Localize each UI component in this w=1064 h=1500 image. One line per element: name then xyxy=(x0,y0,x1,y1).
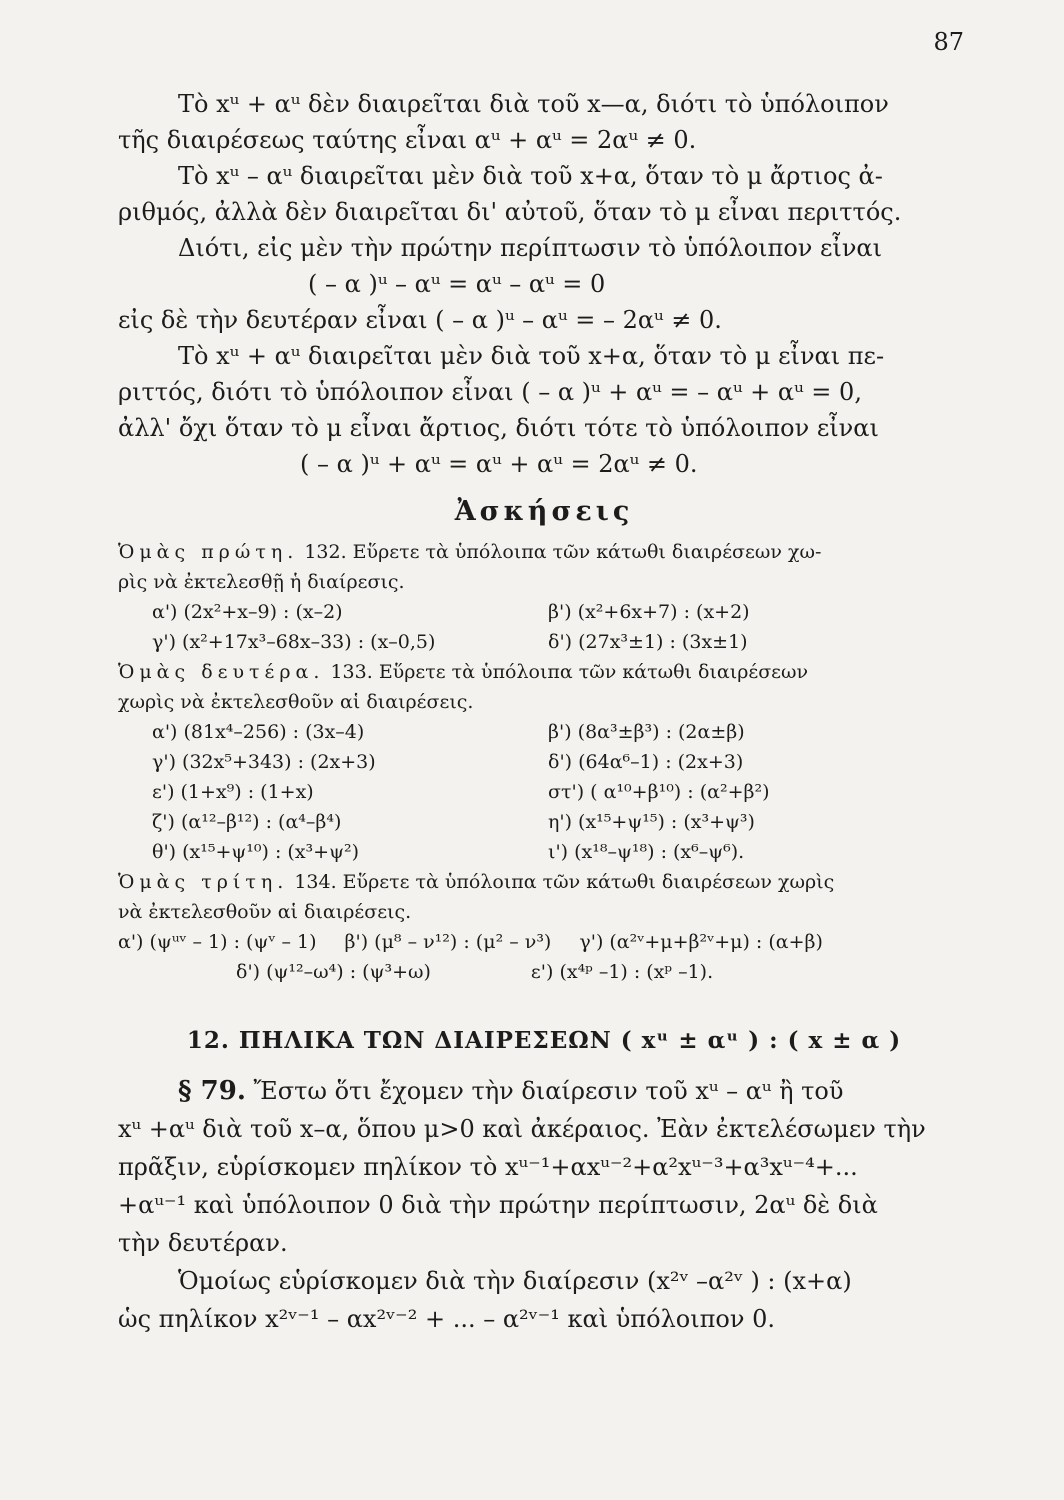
exercises-heading: Ἀσκήσεις xyxy=(454,496,634,527)
paragraph-line: τῆς διαιρέσεως ταύτης εἶναι αᵘ + αᵘ = 2αᵘ ≠ 0. xyxy=(118,126,697,154)
exercise-item: ε') (1+x⁹) : (1+x) xyxy=(152,781,314,803)
intro-text xyxy=(118,86,970,482)
exercise-item: α') (2x²+x–9) : (x–2) xyxy=(152,601,343,623)
exercise-item: β') (x²+6x+7) : (x+2) xyxy=(548,601,750,623)
exercise-item: δ') (64α⁶–1) : (2x+3) xyxy=(548,751,744,773)
paragraph-line: ριττός, διότι τὸ ὑπόλοιπον εἶναι ( – α )ᵘ + αᵘ = – αᵘ + αᵘ = 0, xyxy=(118,378,862,406)
exercise-item: ι') (x¹⁸–ψ¹⁸) : (x⁶–ψ⁶). xyxy=(548,841,745,863)
equation-line: ( – α )ᵘ – αᵘ = αᵘ – αᵘ = 0 xyxy=(308,270,606,298)
paragraph-line: Τὸ xᵘ + αᵘ διαιρεῖται μὲν διὰ τοῦ x+α, ὅταν τὸ μ εἶναι πε- xyxy=(178,342,885,370)
paragraph-line: Διότι, εἰς μὲν τὴν πρώτην περίπτωσιν τὸ ὑπόλοιπον εἶναι xyxy=(178,234,883,262)
exercise-item: ε') (x⁴ᵖ –1) : (xᵖ –1). xyxy=(530,961,714,983)
group-text: 134. Εὕρετε τὰ ὑπόλοιπα τῶν κάτωθι διαιρέσεων χωρὶς xyxy=(294,871,835,893)
group-text: 132. Εὕρετε τὰ ὑπόλοιπα τῶν κάτωθι διαιρέσεων χω- xyxy=(304,541,822,563)
paragraph-line: Τὸ xᵘ – αᵘ διαιρεῖται μὲν διὰ τοῦ x+α, ὅταν τὸ μ ἄρτιος ἀ- xyxy=(178,162,883,190)
exercise-item: α') (ψᵘᵛ – 1) : (ψᵛ – 1) xyxy=(118,931,317,953)
exercise-group-1 xyxy=(118,537,970,657)
paragraph-line: +αᵘ⁻¹ καὶ ὑπόλοιπον 0 διὰ τὴν πρώτην περίπτωσιν, 2αᵘ δὲ διὰ xyxy=(118,1191,878,1219)
exercise-item: ζ') (α¹²–β¹²) : (α⁴–β⁴) xyxy=(152,811,342,833)
paragraph-line: xᵘ +αᵘ διὰ τοῦ x–α, ὅπου μ>0 καὶ ἀκέραιος. Ἐὰν ἐκτελέσωμεν τὴν xyxy=(118,1115,926,1143)
paragraph-line: τὴν δευτέραν. xyxy=(118,1229,288,1257)
page-body xyxy=(118,86,970,1338)
paragraph-line: ριθμός, ἀλλὰ δὲν διαιρεῖται δι' αὐτοῦ, ὅταν τὸ μ εἶναι περιττός. xyxy=(118,198,902,226)
exercise-group-3 xyxy=(118,867,970,987)
section-mark: § 79. xyxy=(178,1076,246,1106)
section-title: 12. ΠΗΛΙΚΑ ΤΩΝ ΔΙΑΙΡΕΣΕΩΝ ( xᵘ ± αᵘ ) : ( x ± α ) xyxy=(186,1027,902,1054)
paragraph-line: ὡς πηλίκον x²ᵛ⁻¹ – αx²ᵛ⁻² + ... – α²ᵛ⁻¹ καὶ ὑπόλοιπον 0. xyxy=(118,1305,775,1333)
paragraph-line: Ὁμοίως εὑρίσκομεν διὰ τὴν διαίρεσιν (x²ᵛ –α²ᵛ ) : (x+α) xyxy=(178,1267,852,1295)
exercise-item: η') (x¹⁵+ψ¹⁵) : (x³+ψ³) xyxy=(548,811,755,833)
exercise-item: δ') (ψ¹²–ω⁴) : (ψ³+ω) xyxy=(236,961,431,983)
exercise-item: γ') (x²+17x³–68x–33) : (x–0,5) xyxy=(152,631,436,653)
exercise-item: α') (81x⁴–256) : (3x–4) xyxy=(152,721,365,743)
group-title: Ὁμὰς πρώτη. xyxy=(118,541,299,563)
exercise-item: στ') ( α¹⁰+β¹⁰) : (α²+β²) xyxy=(548,781,770,803)
exercise-item: β') (8α³±β³) : (2α±β) xyxy=(548,721,745,743)
exercise-item: θ') (x¹⁵+ψ¹⁰) : (x³+ψ²) xyxy=(152,841,360,863)
equation-line: ( – α )ᵘ + αᵘ = αᵘ + αᵘ = 2αᵘ ≠ 0. xyxy=(300,450,698,478)
group-text: χωρὶς νὰ ἐκτελεσθοῦν αἱ διαιρέσεις. xyxy=(118,691,474,713)
group-text: 133. Εὕρετε τὰ ὑπόλοιπα τῶν κάτωθι διαιρέσεων xyxy=(330,661,809,683)
paragraph-line: Ἔστω ὅτι ἔχομεν τὴν διαίρεσιν τοῦ xᵘ – αᵘ ἢ τοῦ xyxy=(253,1077,844,1105)
group-title: Ὁμὰς τρίτη. xyxy=(118,871,289,893)
paragraph-line: πρᾶξιν, εὑρίσκομεν πηλίκον τὸ xᵘ⁻¹+αxᵘ⁻²+α²xᵘ⁻³+α³xᵘ⁻⁴+... xyxy=(118,1153,858,1181)
exercise-item: β') (μ⁸ – ν¹²) : (μ² – ν³) xyxy=(344,931,552,953)
exercise-item: γ') (α²ᵛ+μ+β²ᵛ+μ) : (α+β) xyxy=(579,931,823,953)
group-title: Ὁμὰς δευτέρα. xyxy=(118,661,325,683)
exercise-group-2 xyxy=(118,657,970,867)
paragraph-line: Τὸ xᵘ + αᵘ δὲν διαιρεῖται διὰ τοῦ x—α, διότι τὸ ὑπόλοιπον xyxy=(178,90,889,118)
page-number: 87 xyxy=(933,28,964,56)
exercise-item: γ') (32x⁵+343) : (2x+3) xyxy=(152,751,376,773)
paragraph-line: ἀλλ' ὄχι ὅταν τὸ μ εἶναι ἄρτιος, διότι τότε τὸ ὑπόλοιπον εἶναι xyxy=(118,414,879,442)
exercise-item: δ') (27x³±1) : (3x±1) xyxy=(548,631,748,653)
group-text: νὰ ἐκτελεσθοῦν αἱ διαιρέσεις. xyxy=(118,901,412,923)
paragraph-line: εἰς δὲ τὴν δευτέραν εἶναι ( – α )ᵘ – αᵘ = – 2αᵘ ≠ 0. xyxy=(118,306,722,334)
section-79-text xyxy=(118,1072,970,1338)
group-text: ρὶς νὰ ἐκτελεσθῇ ἡ διαίρεσις. xyxy=(118,571,405,593)
